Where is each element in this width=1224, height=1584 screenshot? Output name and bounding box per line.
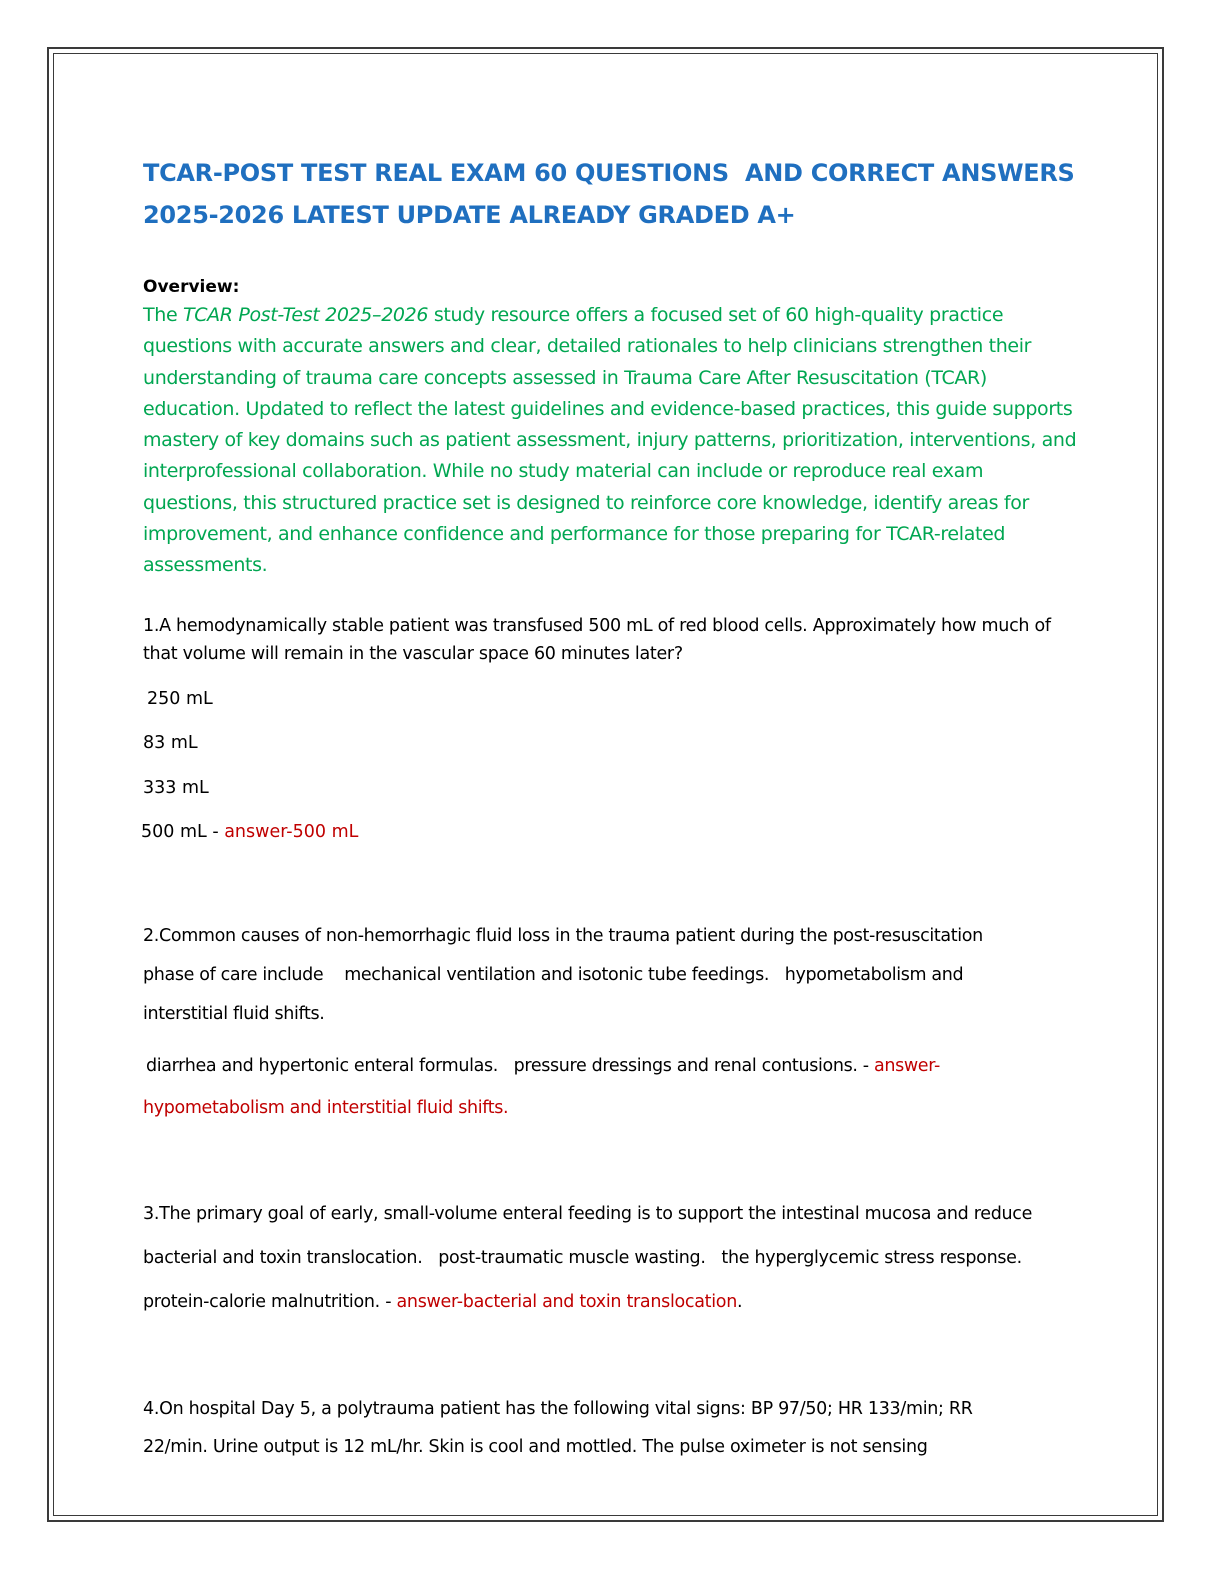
overview-text-start: The — [143, 304, 183, 326]
overview-paragraph — [143, 300, 1083, 582]
question-4-stem-line-1: 4.On hospital Day 5, a polytrauma patient has the following vital signs: BP 97/50; HR 133/min; RR — [143, 1399, 973, 1420]
question-2-answer-line — [143, 1089, 1083, 1128]
overview-label: Overview: — [143, 277, 240, 297]
overview-text-rest: study resource offers a focused set of 60 high-quality practice questions with accurate answers and clear, detailed rationales to help clinicians strengthen their understanding of trauma care concepts assessed in Trauma Care After Resuscitation (TCAR) education. Updated to reflect the latest guidelines and evidence-based practices, this guide supports mastery of key domains such as patient assessment, injury patterns, prioritization, interventions, and interprofessional collaboration. While no study material can include or reproduce real exam questions, this structured practice set is designed to reinforce core knowledge, identify areas for improvement, and enhance confidence and performance for those preparing for TCAR-related assessments. — [143, 304, 1077, 577]
question-3-stem-line-1: 3.The primary goal of early, small-volume enteral feeding is to support the intestinal mucosa and reduce — [143, 1204, 1033, 1225]
question-3-stem — [143, 1192, 1083, 1324]
question-3-answer: answer-bacterial and toxin translocation — [396, 1292, 737, 1313]
question-4-stem — [143, 1390, 1083, 1466]
question-1-option-d — [141, 810, 1083, 855]
question-1-option-c: 333 mL — [143, 777, 209, 798]
question-2-options-text: diarrhea and hypertonic enteral formulas. pressure dressings and renal contusions. - — [146, 1055, 874, 1076]
title-line-2: 2025-2026 LATEST UPDATE ALREADY GRADED A+ — [143, 201, 796, 229]
question-2-answer-prefix: answer- — [873, 1055, 940, 1076]
question-3-answer-tail: . — [737, 1292, 743, 1313]
question-2-answer: hypometabolism and interstitial fluid shifts. — [143, 1097, 509, 1118]
question-3-stem-line-3: protein-calorie malnutrition. - — [143, 1292, 397, 1313]
question-3-stem-line-2: bacterial and toxin translocation. post-traumatic muscle wasting. the hyperglycemic stress response. — [143, 1248, 1022, 1269]
title-line-1: TCAR-POST TEST REAL EXAM 60 QUESTIONS AND CORRECT ANSWERS — [143, 159, 1075, 187]
question-2-stem-line-2: phase of care include mechanical ventilation and isotonic tube feedings. hypometabolism and — [143, 964, 964, 985]
question-2-options — [143, 1047, 1083, 1086]
question-1-stem: 1.A hemodynamically stable patient was transfused 500 mL of red blood cells. Approximately how much of that volume will remain in the vascular space 60 minutes later? — [143, 615, 1051, 665]
document-content — [143, 152, 1083, 1466]
question-2-stem-line-1: 2.Common causes of non-hemorrhagic fluid loss in the trauma patient during the post-resuscitation — [143, 925, 983, 946]
question-2-stem-line-3: interstitial fluid shifts. — [143, 1004, 325, 1025]
question-1-answer: answer-500 mL — [224, 822, 359, 843]
question-2-stem — [143, 917, 1083, 1035]
overview-italic-title: TCAR Post-Test 2025–2026 — [182, 304, 429, 326]
question-1-option-d-text: 500 mL - — [141, 822, 225, 843]
question-4-stem-line-2: 22/min. Urine output is 12 mL/hr. Skin is cool and mottled. The pulse oximeter is not sensing — [143, 1437, 928, 1458]
document-title — [143, 152, 1083, 236]
question-1-option-a: 250 mL — [147, 688, 213, 709]
question-1-option-b: 83 mL — [143, 733, 198, 754]
